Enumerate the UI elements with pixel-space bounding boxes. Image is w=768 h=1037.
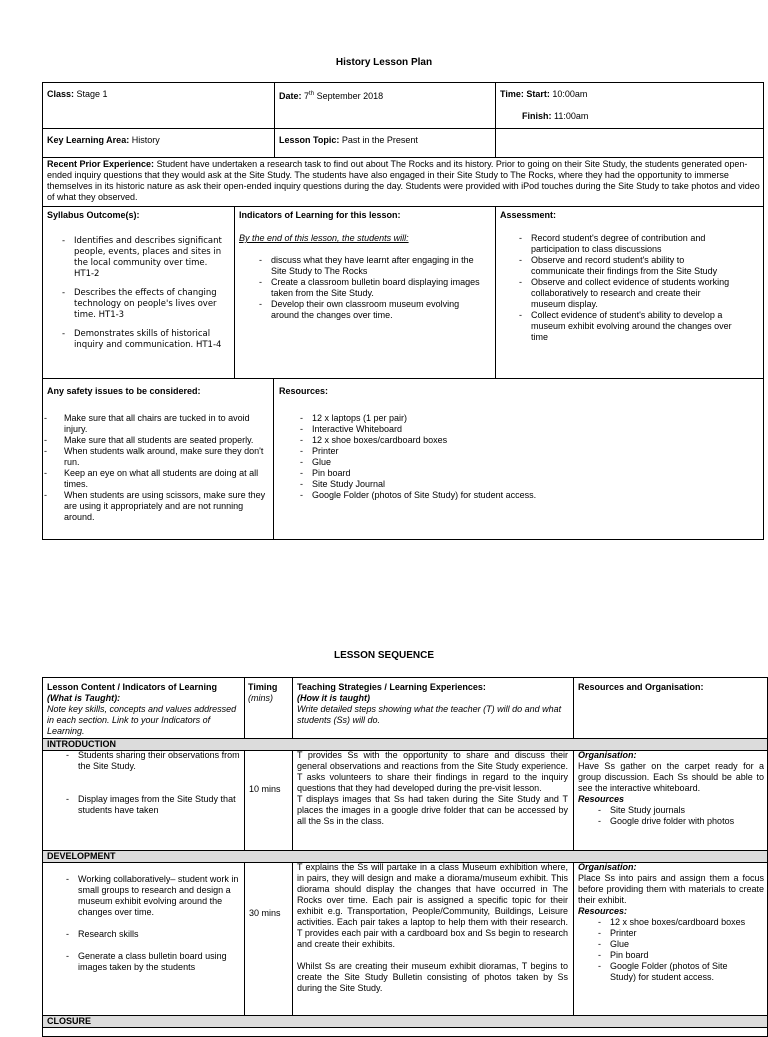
list-item: - Printer (596, 928, 746, 939)
development-timing: 30 mins (249, 908, 281, 918)
list-item: - Develop their own classroom museum evolving around the changes over time. (257, 299, 487, 321)
list-item: - Pin board (298, 468, 738, 479)
list-item: - Research skills (64, 929, 240, 940)
list-item: - Observe and record student's ability to communicate their findings from the Site Study (517, 255, 732, 277)
indicators-heading: Indicators of Learning for this lesson: (239, 210, 401, 220)
list-item: - discuss what they have learnt after engaging in the Site Study to The Rocks (257, 255, 487, 277)
list-item: - Glue (298, 457, 738, 468)
resources-list (298, 413, 738, 501)
list-item: - Keep an eye on what all students are doing at all times. (42, 468, 268, 490)
list-item: - Create a classroom bulletin board displaying images taken from the Site Study. (257, 277, 487, 299)
list-item: - 12 x shoe boxes/cardboard boxes (596, 917, 746, 928)
timing-header: Timing (mins) (248, 682, 278, 703)
list-item: - Google Folder (photos of Site Study) for student access. (596, 961, 746, 983)
development-strategies: T explains the Ss will partake in a class Museum exhibition where, in pairs, they will design and make a diorama/museum exhibit. This diorama should display the changes that have occurred in The Rocks over time. Each pair is assigned a specific topic for their exhibit e.g. Transportation, People/Community, Buildings, Leisure activities. Each pair takes a laptop to help them with their research. T provides each pair with a cardboard box and Ss begin to research and create their exhibits. Whilst Ss are creating their museum exhibit dioramas, T begins to create the Site Study Bulletin consisting of photos taken by Ss during the Site Study. (297, 862, 568, 993)
introduction-strategies: T provides Ss with the opportunity to share and discuss their general observations and reactions from the Site Study experience. T asks volunteers to share their findings in regard to the inquiry questions that they had developed during the pre-visit lesson. T displays images that Ss had taken during the Site Study and T places the images in a google drive folder that can be accessed by all the Ss in the class. (297, 750, 568, 826)
organisation-header: Resources and Organisation: (578, 682, 704, 692)
closure-row: CLOSURE (43, 1016, 767, 1027)
list-item: - Identifies and describes significant people, events, places and sites in the local community over time. HT1-2 (60, 236, 228, 280)
key-learning-area-cell: Key Learning Area: History (47, 135, 160, 145)
introduction-content (64, 750, 240, 816)
list-item: - Demonstrates skills of historical inquiry and communication. HT1-4 (60, 329, 228, 351)
content-header: Lesson Content / Indicators of Learning (What is Taught): Note key skills, concepts and values addressed in each section. Link to your Indicators of Learning. (47, 682, 237, 736)
list-item: - Students sharing their observations from the Site Study. (64, 750, 240, 772)
list-item: - Printer (298, 446, 738, 457)
safety-heading: Any safety issues to be considered: (47, 386, 201, 396)
list-item: - 12 x laptops (1 per pair) (298, 413, 738, 424)
time-finish-cell: Finish: 11:00am (522, 111, 589, 121)
list-item: - Display images from the Site Study that students have taken (64, 794, 240, 816)
syllabus-outcomes-heading: Syllabus Outcome(s): (47, 210, 140, 220)
lesson-sequence-title: LESSON SEQUENCE (333, 650, 435, 661)
indicators-list (257, 255, 487, 321)
introduction-row: INTRODUCTION (43, 739, 767, 750)
list-item: - Pin board (596, 950, 746, 961)
syllabus-outcomes-list (60, 236, 228, 359)
list-item: - Observe and collect evidence of students working collaboratively to research and create their museum display. (517, 277, 732, 310)
strategies-header: Teaching Strategies / Learning Experiences: (How it is taught) Write detailed steps showing what the teacher (T) will do and what students (Ss) will do. (297, 682, 562, 725)
list-item: - Generate a class bulletin board using images taken by the students (64, 951, 240, 973)
resources-heading: Resources: (279, 386, 329, 396)
assessment-list (517, 233, 732, 343)
list-item: - Google Folder (photos of Site Study) for student access. (298, 490, 738, 501)
list-item: - When students are using scissors, make sure they are using it appropriately and are not running around. (42, 490, 268, 523)
list-item: - Site Study Journal (298, 479, 738, 490)
development-row: DEVELOPMENT (43, 851, 767, 862)
list-item: - Site Study journals (596, 805, 764, 816)
class-cell: Class: Stage 1 (47, 89, 108, 99)
list-item: - Record student's degree of contribution and participation to class discussions (517, 233, 732, 255)
development-content (64, 874, 240, 973)
indicators-intro: By the end of this lesson, the students will: (239, 233, 409, 243)
list-item: - Make sure that all students are seated properly. (42, 435, 268, 446)
safety-list (42, 413, 268, 523)
list-item: - Collect evidence of student's ability to develop a museum exhibit evolving around the changes over time (517, 310, 732, 343)
list-item: - Describes the effects of changing technology on people's lives over time. HT1-3 (60, 288, 228, 321)
page-title: History Lesson Plan (335, 57, 433, 68)
time-start-cell: Time: Start: 10:00am (500, 89, 588, 99)
list-item: - Google drive folder with photos (596, 816, 764, 827)
list-item: - 12 x shoe boxes/cardboard boxes (298, 435, 738, 446)
introduction-timing: 10 mins (249, 784, 281, 794)
list-item: - Glue (596, 939, 746, 950)
prior-experience-cell: Recent Prior Experience: Student have undertaken a research task to find out about The Rocks and its history. Prior to going on their Site Study, the students generated open-ended inquiry questions that they would ask at the Site Study. The students have also engaged in their Site Study to The Rocks, where they had the opportunity to immerse themselves in its historic nature as ask their open-ended inquiry questions during the day. Students were provided with iPod touches during the Site Study to take photos and video of what they observed. (47, 159, 760, 202)
list-item: - Interactive Whiteboard (298, 424, 738, 435)
date-cell: Date: 7th September 2018 (279, 91, 384, 101)
lesson-topic-cell: Lesson Topic: Past in the Present (279, 135, 418, 145)
introduction-organisation: Organisation: Have Ss gather on the carpet ready for a group discussion. Each Ss should be able to see the interactive whiteboard. Resources - Site Study journals - Google drive folder with photos (578, 750, 764, 827)
list-item: - Make sure that all chairs are tucked in to avoid injury. (42, 413, 268, 435)
development-organisation: Organisation: Place Ss into pairs and assign them a focus before providing them with materials to create their exhibit. Resources: - 12 x shoe boxes/cardboard boxes - Printer - Glue - Pin board - Google Folder (photos of Site Study) for student access. (578, 862, 764, 983)
list-item: - Working collaboratively– student work in small groups to research and design a museum exhibit evolving around the changes over time. (64, 874, 240, 918)
list-item: - When students walk around, make sure they don't run. (42, 446, 268, 468)
assessment-heading: Assessment: (500, 210, 557, 220)
